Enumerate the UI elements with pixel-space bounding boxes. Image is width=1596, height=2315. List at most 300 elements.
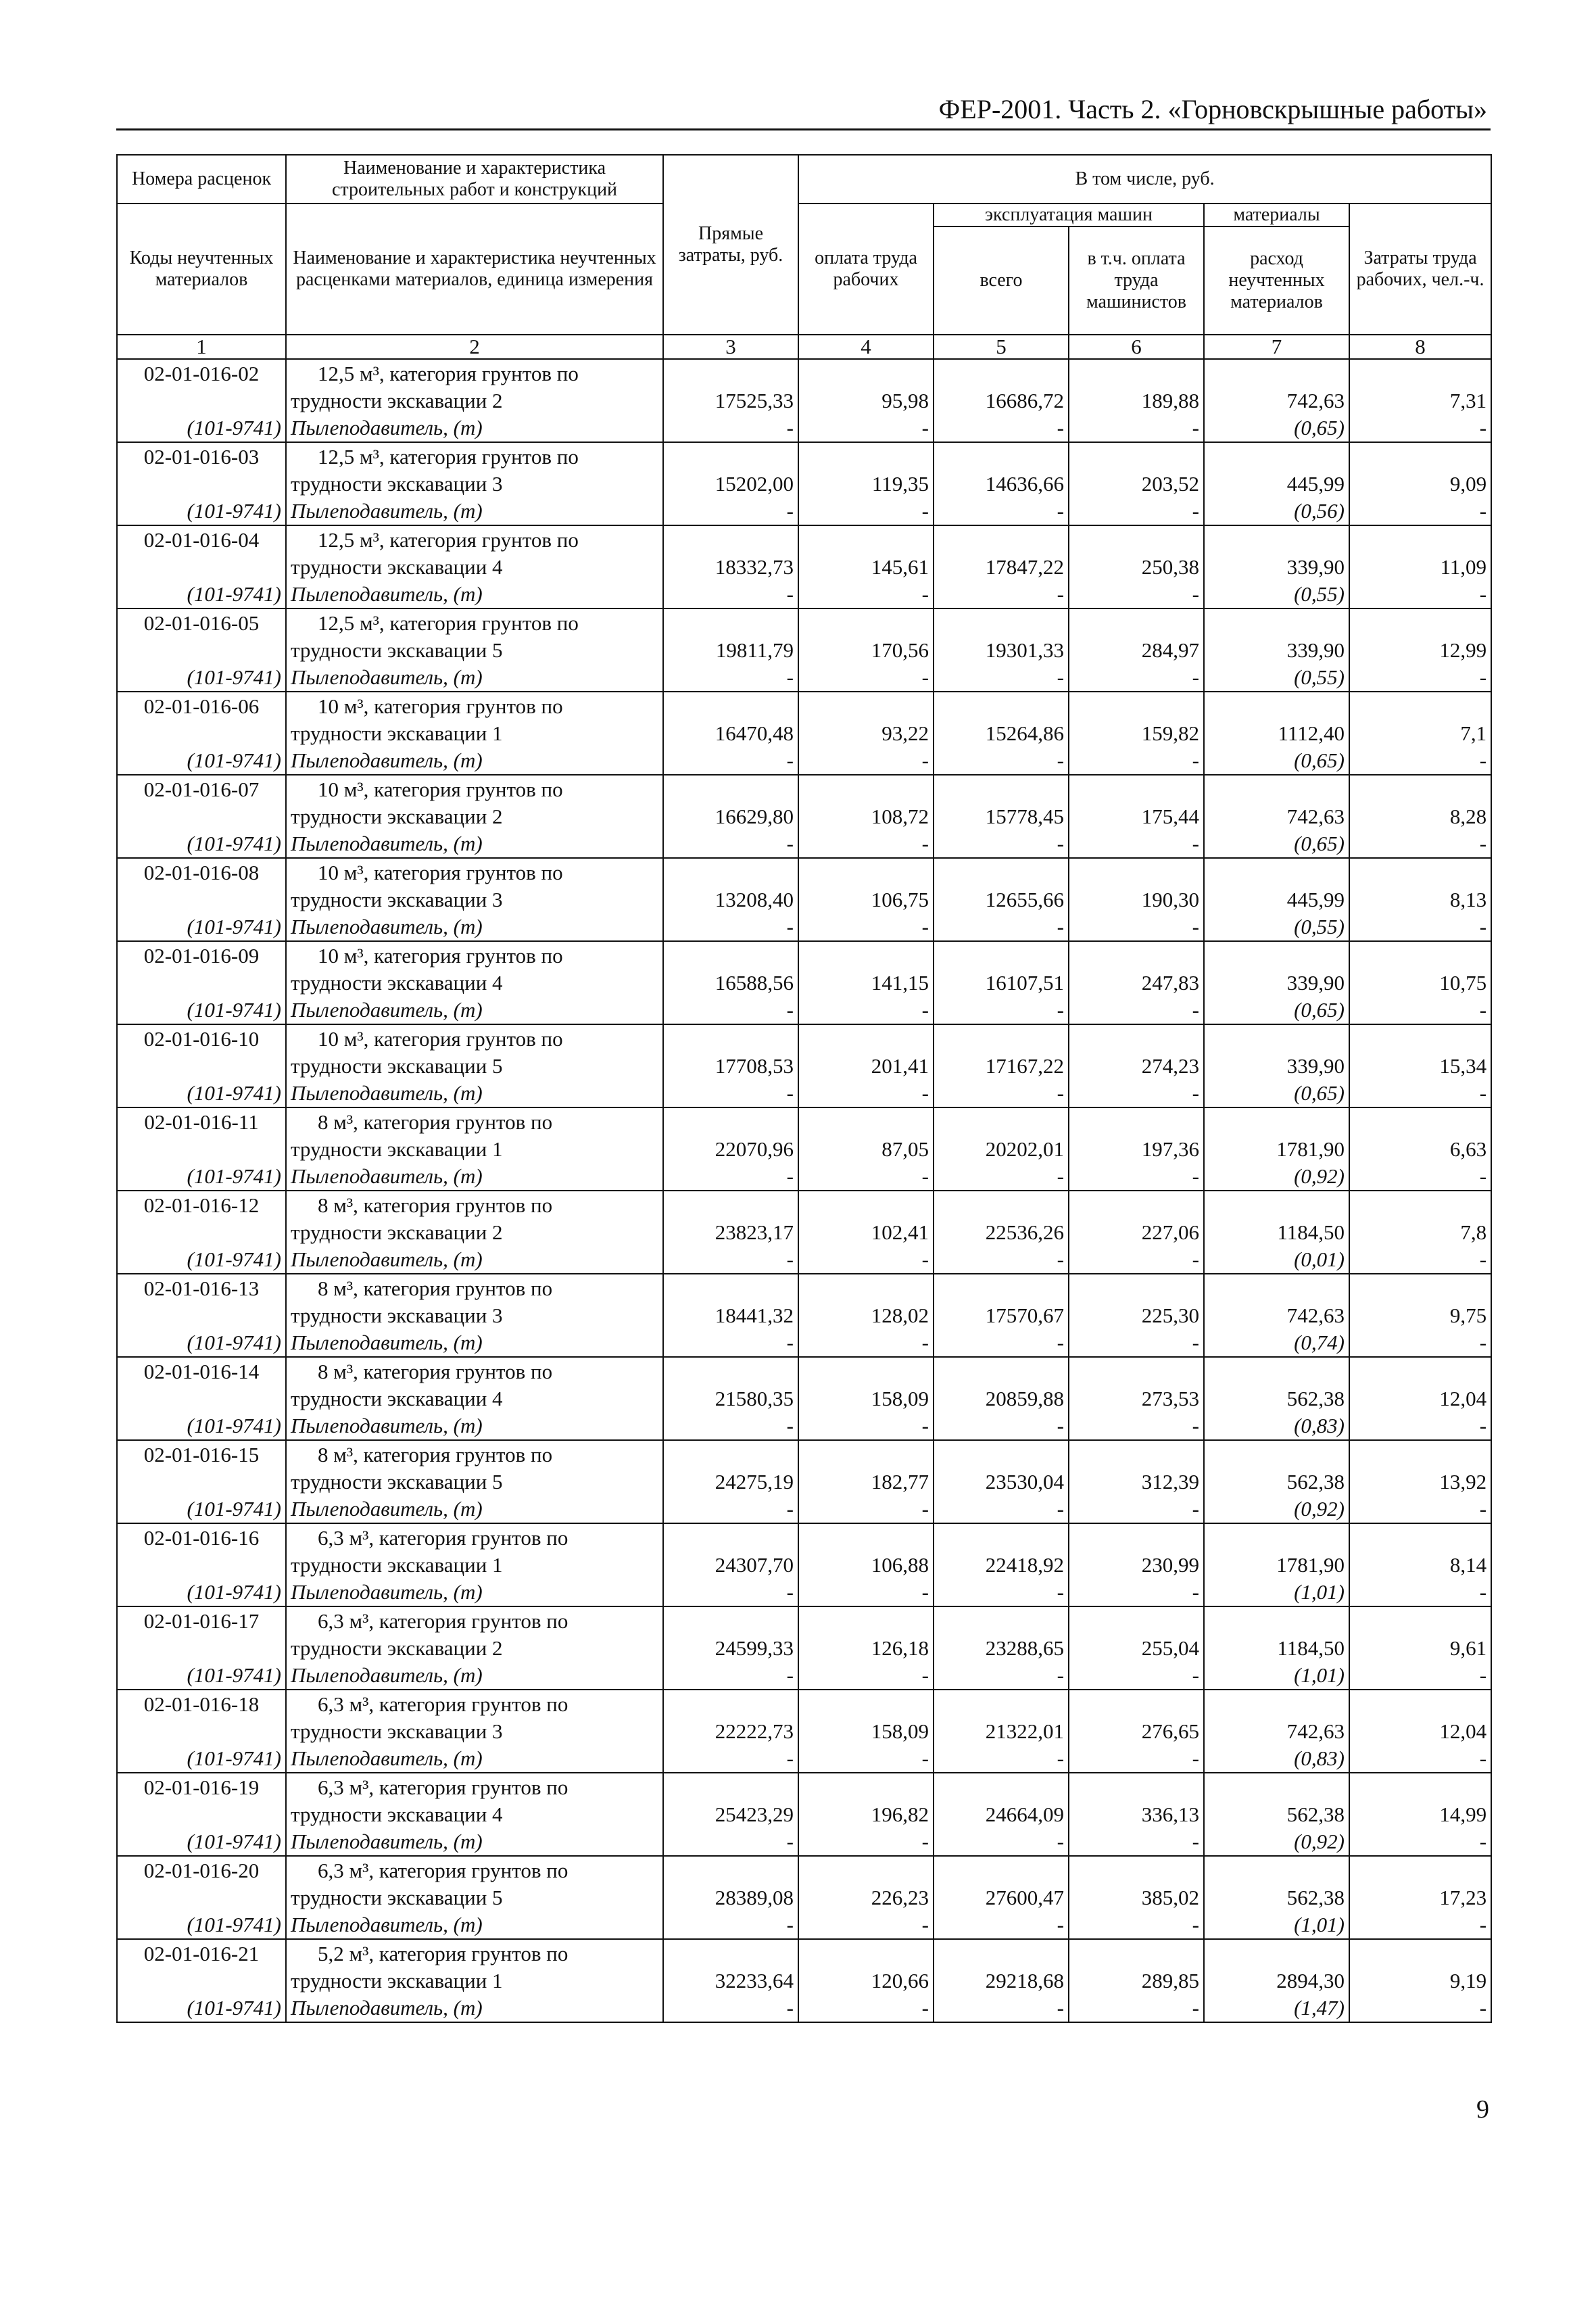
wage-cell bbox=[798, 1939, 934, 2022]
work-description-cont: трудности экскавации 5 bbox=[291, 1469, 503, 1494]
rate-code-cell bbox=[117, 525, 286, 608]
rate-code-cell bbox=[117, 1357, 286, 1440]
material-quantity: (0,55) bbox=[1294, 915, 1345, 938]
machines-total: 21322,01 bbox=[985, 1719, 1064, 1743]
labor-cost: 7,1 bbox=[1460, 721, 1487, 745]
direct-cost: 17708,53 bbox=[715, 1053, 794, 1078]
materials-cost: 2894,30 bbox=[1276, 1968, 1345, 1992]
wage-cell bbox=[798, 692, 934, 775]
direct-cost: 16588,56 bbox=[715, 970, 794, 995]
material-quantity: (0,83) bbox=[1294, 1414, 1345, 1437]
material-quantity: (0,65) bbox=[1294, 748, 1345, 772]
material-code: (101-9741) bbox=[187, 1080, 281, 1105]
description-cell bbox=[286, 692, 663, 775]
wage-cell bbox=[798, 1191, 934, 1274]
machinists-wage: 159,82 bbox=[1141, 721, 1199, 745]
direct-cost: 16629,80 bbox=[715, 804, 794, 828]
dash: - bbox=[921, 1164, 929, 1188]
rates-table bbox=[116, 154, 1492, 2023]
materials-cost: 339,90 bbox=[1286, 638, 1345, 662]
machines-total: 19301,33 bbox=[985, 638, 1064, 662]
table-row bbox=[117, 1690, 1491, 1773]
rate-code-cell bbox=[117, 1191, 286, 1274]
labor-cost: 10,75 bbox=[1439, 970, 1487, 995]
machines-cell bbox=[934, 1107, 1069, 1191]
dash: - bbox=[921, 832, 929, 855]
machines-cell bbox=[934, 941, 1069, 1024]
description-cell bbox=[286, 1274, 663, 1357]
material-quantity: (0,65) bbox=[1294, 416, 1345, 439]
materials-cell bbox=[1204, 1856, 1349, 1939]
wage-cell bbox=[798, 525, 934, 608]
dash: - bbox=[1057, 1746, 1064, 1770]
labor-cost: 9,75 bbox=[1449, 1303, 1487, 1327]
machinists-wage: 230,99 bbox=[1141, 1552, 1199, 1577]
labor-cost: 7,31 bbox=[1449, 388, 1487, 412]
dash: - bbox=[1057, 1663, 1064, 1687]
wage-cell bbox=[798, 359, 934, 442]
dash: - bbox=[1192, 1746, 1199, 1770]
rate-code: 02-01-016-16 bbox=[143, 1525, 260, 1550]
material-name: Пылеподавитель, (т) bbox=[291, 997, 483, 1022]
rate-code: 02-01-016-15 bbox=[143, 1442, 260, 1466]
direct-cost-cell bbox=[663, 858, 798, 941]
page-header-title: ФЕР-2001. Часть 2. «Горновскрышные работы» bbox=[938, 94, 1487, 124]
rate-code: 02-01-016-12 bbox=[143, 1193, 260, 1217]
machinists-cell bbox=[1069, 1191, 1204, 1274]
rate-code-cell bbox=[117, 359, 286, 442]
header-naim2: Наименование и характеристика неучтенных расценками материалов, единица измерения bbox=[286, 204, 663, 335]
materials-cell bbox=[1204, 1357, 1349, 1440]
rate-code-cell bbox=[117, 442, 286, 525]
material-code: (101-9741) bbox=[187, 1746, 281, 1770]
dash: - bbox=[1057, 1830, 1064, 1853]
work-description-cont: трудности экскавации 1 bbox=[291, 1968, 503, 1992]
machinists-cell bbox=[1069, 608, 1204, 692]
work-description-cont: трудности экскавации 5 bbox=[291, 1053, 503, 1078]
machinists-wage: 197,36 bbox=[1141, 1137, 1199, 1161]
dash: - bbox=[921, 1663, 929, 1687]
material-code: (101-9741) bbox=[187, 1579, 281, 1604]
machines-cell bbox=[934, 1024, 1069, 1107]
material-quantity: (0,65) bbox=[1294, 998, 1345, 1022]
wage: 141,15 bbox=[871, 970, 929, 995]
machinists-wage: 255,04 bbox=[1141, 1636, 1199, 1660]
rate-code-cell bbox=[117, 1690, 286, 1773]
description-cell bbox=[286, 525, 663, 608]
wage: 196,82 bbox=[871, 1802, 929, 1826]
material-code: (101-9741) bbox=[187, 498, 281, 523]
machinists-wage: 276,65 bbox=[1141, 1719, 1199, 1743]
machinists-cell bbox=[1069, 525, 1204, 608]
wage-cell bbox=[798, 1856, 934, 1939]
wage-cell bbox=[798, 1440, 934, 1523]
labor-cell bbox=[1349, 1523, 1491, 1606]
machinists-cell bbox=[1069, 1357, 1204, 1440]
rate-code: 02-01-016-20 bbox=[143, 1858, 260, 1882]
materials-cell bbox=[1204, 442, 1349, 525]
direct-cost: 15202,00 bbox=[715, 471, 794, 496]
material-quantity: (0,55) bbox=[1294, 665, 1345, 689]
dash: - bbox=[1479, 1830, 1487, 1853]
material-name: Пылеподавитель, (т) bbox=[291, 1164, 483, 1188]
rate-code-cell bbox=[117, 1107, 286, 1191]
material-name: Пылеподавитель, (т) bbox=[291, 1746, 483, 1770]
work-description: 10 м³, категория грунтов по bbox=[318, 777, 563, 801]
machinists-wage: 203,52 bbox=[1141, 471, 1199, 496]
labor-cost: 9,09 bbox=[1449, 471, 1487, 496]
table-body bbox=[117, 359, 1491, 2022]
materials-cost: 742,63 bbox=[1286, 1719, 1345, 1743]
labor-cell bbox=[1349, 1024, 1491, 1107]
dash: - bbox=[921, 1580, 929, 1604]
header-naim1: Наименование и характеристика строительных работ и конструкций bbox=[286, 155, 663, 204]
material-name: Пылеподавитель, (т) bbox=[291, 1995, 483, 2020]
material-name: Пылеподавитель, (т) bbox=[291, 1330, 483, 1354]
direct-cost-cell bbox=[663, 1939, 798, 2022]
dash: - bbox=[921, 1830, 929, 1853]
dash: - bbox=[1057, 416, 1064, 439]
machines-cell bbox=[934, 1274, 1069, 1357]
dash: - bbox=[786, 1247, 794, 1271]
machines-cell bbox=[934, 1191, 1069, 1274]
dash: - bbox=[786, 1580, 794, 1604]
rate-code: 02-01-016-08 bbox=[143, 860, 260, 884]
header-rashod: расход неучтенных материалов bbox=[1204, 226, 1349, 335]
wage: 226,23 bbox=[871, 1885, 929, 1909]
materials-cell bbox=[1204, 1191, 1349, 1274]
work-description-cont: трудности экскавации 1 bbox=[291, 721, 503, 745]
dash: - bbox=[786, 1164, 794, 1188]
machines-total: 17570,67 bbox=[985, 1303, 1064, 1327]
dash: - bbox=[921, 1081, 929, 1105]
machinists-wage: 189,88 bbox=[1141, 388, 1199, 412]
dash: - bbox=[1192, 416, 1199, 439]
table-row bbox=[117, 858, 1491, 941]
materials-cost: 339,90 bbox=[1286, 970, 1345, 995]
direct-cost-cell bbox=[663, 1523, 798, 1606]
material-code: (101-9741) bbox=[187, 997, 281, 1022]
machines-total: 16686,72 bbox=[985, 388, 1064, 412]
work-description-cont: трудности экскавации 2 bbox=[291, 1220, 503, 1244]
material-code: (101-9741) bbox=[187, 748, 281, 772]
direct-cost: 17525,33 bbox=[715, 388, 794, 412]
labor-cost: 11,09 bbox=[1440, 554, 1487, 579]
labor-cost: 12,99 bbox=[1439, 638, 1487, 662]
description-cell bbox=[286, 359, 663, 442]
direct-cost-cell bbox=[663, 442, 798, 525]
machines-total: 17847,22 bbox=[985, 554, 1064, 579]
work-description: 10 м³, категория грунтов по bbox=[318, 943, 563, 968]
table-row bbox=[117, 1440, 1491, 1523]
labor-cost: 8,14 bbox=[1449, 1552, 1487, 1577]
machines-total: 14636,66 bbox=[985, 471, 1064, 496]
dash: - bbox=[921, 1331, 929, 1354]
labor-cell bbox=[1349, 1606, 1491, 1690]
dash: - bbox=[1057, 1247, 1064, 1271]
machines-total: 27600,47 bbox=[985, 1885, 1064, 1909]
materials-cell bbox=[1204, 858, 1349, 941]
direct-cost-cell bbox=[663, 1440, 798, 1523]
direct-cost-cell bbox=[663, 359, 798, 442]
rate-code-cell bbox=[117, 1773, 286, 1856]
machinists-cell bbox=[1069, 1773, 1204, 1856]
table-row bbox=[117, 1357, 1491, 1440]
page-number: 9 bbox=[1476, 2095, 1489, 2124]
materials-cell bbox=[1204, 775, 1349, 858]
work-description-cont: трудности экскавации 2 bbox=[291, 804, 503, 828]
work-description-cont: трудности экскавации 4 bbox=[291, 1802, 503, 1826]
material-code: (101-9741) bbox=[187, 415, 281, 439]
labor-cost: 8,13 bbox=[1449, 887, 1487, 911]
material-quantity: (0,74) bbox=[1294, 1331, 1345, 1354]
material-quantity: (1,47) bbox=[1294, 1996, 1345, 2020]
material-code: (101-9741) bbox=[187, 914, 281, 938]
work-description: 8 м³, категория грунтов по bbox=[318, 1359, 553, 1383]
materials-cost: 445,99 bbox=[1286, 471, 1345, 496]
material-code: (101-9741) bbox=[187, 1663, 281, 1687]
machinists-cell bbox=[1069, 1690, 1204, 1773]
labor-cost: 7,8 bbox=[1460, 1220, 1487, 1244]
dash: - bbox=[1192, 1081, 1199, 1105]
rate-code: 02-01-016-05 bbox=[143, 611, 260, 635]
labor-cell bbox=[1349, 692, 1491, 775]
dash: - bbox=[1479, 1081, 1487, 1105]
wage: 87,05 bbox=[881, 1137, 929, 1161]
labor-cost: 14,99 bbox=[1439, 1802, 1487, 1826]
rate-code-cell bbox=[117, 775, 286, 858]
machinists-cell bbox=[1069, 1856, 1204, 1939]
labor-cell bbox=[1349, 1939, 1491, 2022]
dash: - bbox=[1057, 1414, 1064, 1437]
dash: - bbox=[1479, 1414, 1487, 1437]
direct-cost-cell bbox=[663, 525, 798, 608]
dash: - bbox=[1057, 1081, 1064, 1105]
description-cell bbox=[286, 1191, 663, 1274]
direct-cost: 18332,73 bbox=[715, 554, 794, 579]
wage: 93,22 bbox=[881, 721, 929, 745]
materials-cell bbox=[1204, 1440, 1349, 1523]
description-cell bbox=[286, 1690, 663, 1773]
machines-cell bbox=[934, 775, 1069, 858]
materials-cost: 742,63 bbox=[1286, 804, 1345, 828]
labor-cell bbox=[1349, 1274, 1491, 1357]
header-zatraty: Затраты труда рабочих, чел.-ч. bbox=[1349, 204, 1491, 335]
machines-cell bbox=[934, 442, 1069, 525]
work-description-cont: трудности экскавации 2 bbox=[291, 388, 503, 412]
material-quantity: (0,65) bbox=[1294, 1081, 1345, 1105]
dash: - bbox=[1192, 582, 1199, 606]
dash: - bbox=[1479, 416, 1487, 439]
materials-cell bbox=[1204, 608, 1349, 692]
wage: 102,41 bbox=[871, 1220, 929, 1244]
dash: - bbox=[1192, 832, 1199, 855]
rate-code: 02-01-016-03 bbox=[143, 444, 260, 469]
direct-cost: 16470,48 bbox=[715, 721, 794, 745]
rate-code: 02-01-016-19 bbox=[143, 1775, 260, 1799]
dash: - bbox=[1057, 499, 1064, 523]
labor-cell bbox=[1349, 1856, 1491, 1939]
dash: - bbox=[1057, 915, 1064, 938]
material-code: (101-9741) bbox=[187, 1413, 281, 1437]
materials-cost: 339,90 bbox=[1286, 554, 1345, 579]
dash: - bbox=[1057, 1996, 1064, 2020]
dash: - bbox=[1192, 748, 1199, 772]
dash: - bbox=[786, 748, 794, 772]
machinists-cell bbox=[1069, 775, 1204, 858]
header-oplata: оплата труда рабочих bbox=[798, 204, 934, 335]
dash: - bbox=[1479, 1331, 1487, 1354]
material-name: Пылеподавитель, (т) bbox=[291, 581, 483, 606]
description-cell bbox=[286, 775, 663, 858]
dash: - bbox=[1057, 582, 1064, 606]
machinists-cell bbox=[1069, 1274, 1204, 1357]
labor-cost: 9,19 bbox=[1449, 1968, 1487, 1992]
table-row bbox=[117, 692, 1491, 775]
description-cell bbox=[286, 1440, 663, 1523]
machinists-cell bbox=[1069, 692, 1204, 775]
table-row bbox=[117, 775, 1491, 858]
materials-cost: 1781,90 bbox=[1276, 1552, 1345, 1577]
materials-cost: 562,38 bbox=[1286, 1386, 1345, 1410]
machines-cell bbox=[934, 1773, 1069, 1856]
rate-code: 02-01-016-18 bbox=[143, 1692, 260, 1716]
labor-cell bbox=[1349, 775, 1491, 858]
labor-cost: 9,61 bbox=[1449, 1636, 1487, 1660]
rate-code: 02-01-016-09 bbox=[143, 943, 260, 968]
work-description: 6,3 м³, категория грунтов по bbox=[318, 1858, 569, 1882]
direct-cost-cell bbox=[663, 1191, 798, 1274]
dash: - bbox=[786, 582, 794, 606]
dash: - bbox=[921, 1247, 929, 1271]
material-code: (101-9741) bbox=[187, 1829, 281, 1853]
dash: - bbox=[1192, 1164, 1199, 1188]
dash: - bbox=[1192, 1497, 1199, 1521]
work-description-cont: трудности экскавации 2 bbox=[291, 1636, 503, 1660]
dash: - bbox=[921, 1746, 929, 1770]
rate-code-cell bbox=[117, 1856, 286, 1939]
dash: - bbox=[1057, 832, 1064, 855]
machines-cell bbox=[934, 1606, 1069, 1690]
machinists-cell bbox=[1069, 1523, 1204, 1606]
col-number: 2 bbox=[286, 335, 663, 359]
material-name: Пылеподавитель, (т) bbox=[291, 831, 483, 855]
wage: 119,35 bbox=[871, 471, 929, 496]
dash: - bbox=[1192, 1913, 1199, 1936]
description-cell bbox=[286, 1773, 663, 1856]
dash: - bbox=[1057, 1164, 1064, 1188]
dash: - bbox=[786, 416, 794, 439]
machines-cell bbox=[934, 1440, 1069, 1523]
table-row bbox=[117, 525, 1491, 608]
wage: 128,02 bbox=[871, 1303, 929, 1327]
header-nomera: Номера расценок bbox=[117, 155, 286, 204]
machines-total: 15264,86 bbox=[985, 721, 1064, 745]
material-quantity: (0,92) bbox=[1294, 1497, 1345, 1521]
dash: - bbox=[1057, 748, 1064, 772]
material-quantity: (0,55) bbox=[1294, 582, 1345, 606]
machinists-cell bbox=[1069, 1440, 1204, 1523]
material-name: Пылеподавитель, (т) bbox=[291, 415, 483, 439]
machinists-wage: 225,30 bbox=[1141, 1303, 1199, 1327]
material-name: Пылеподавитель, (т) bbox=[291, 748, 483, 772]
wage-cell bbox=[798, 858, 934, 941]
dash: - bbox=[786, 499, 794, 523]
wage-cell bbox=[798, 1523, 934, 1606]
materials-cell bbox=[1204, 1024, 1349, 1107]
direct-cost-cell bbox=[663, 1606, 798, 1690]
material-quantity: (1,01) bbox=[1294, 1913, 1345, 1936]
materials-cost: 742,63 bbox=[1286, 1303, 1345, 1327]
labor-cost: 13,92 bbox=[1439, 1469, 1487, 1494]
labor-cell bbox=[1349, 442, 1491, 525]
material-quantity: (0,92) bbox=[1294, 1164, 1345, 1188]
direct-cost-cell bbox=[663, 1690, 798, 1773]
machinists-cell bbox=[1069, 941, 1204, 1024]
header-kody: Коды неучтенных материалов bbox=[117, 204, 286, 335]
dash: - bbox=[786, 1913, 794, 1936]
wage: 201,41 bbox=[871, 1053, 929, 1078]
dash: - bbox=[1192, 665, 1199, 689]
machines-total: 23288,65 bbox=[985, 1636, 1064, 1660]
rate-code-cell bbox=[117, 941, 286, 1024]
material-name: Пылеподавитель, (т) bbox=[291, 665, 483, 689]
work-description-cont: трудности экскавации 3 bbox=[291, 887, 503, 911]
machines-cell bbox=[934, 525, 1069, 608]
wage: 106,75 bbox=[871, 887, 929, 911]
rate-code: 02-01-016-10 bbox=[143, 1026, 260, 1051]
wage-cell bbox=[798, 1773, 934, 1856]
direct-cost: 28389,08 bbox=[715, 1885, 794, 1909]
material-name: Пылеподавитель, (т) bbox=[291, 1579, 483, 1604]
dash: - bbox=[921, 1497, 929, 1521]
material-quantity: (0,83) bbox=[1294, 1746, 1345, 1770]
dash: - bbox=[1192, 499, 1199, 523]
labor-cell bbox=[1349, 858, 1491, 941]
machines-total: 24664,09 bbox=[985, 1802, 1064, 1826]
materials-cost: 1184,50 bbox=[1277, 1636, 1345, 1660]
materials-cost: 562,38 bbox=[1286, 1885, 1345, 1909]
machinists-wage: 227,06 bbox=[1141, 1220, 1199, 1244]
direct-cost: 24307,70 bbox=[715, 1552, 794, 1577]
rate-code: 02-01-016-07 bbox=[143, 777, 260, 801]
material-code: (101-9741) bbox=[187, 1247, 281, 1271]
dash: - bbox=[786, 1830, 794, 1853]
material-name: Пылеподавитель, (т) bbox=[291, 1080, 483, 1105]
material-code: (101-9741) bbox=[187, 1912, 281, 1936]
direct-cost-cell bbox=[663, 941, 798, 1024]
dash: - bbox=[1479, 915, 1487, 938]
dash: - bbox=[921, 665, 929, 689]
machinists-cell bbox=[1069, 1939, 1204, 2022]
machinists-wage: 273,53 bbox=[1141, 1386, 1199, 1410]
wage-cell bbox=[798, 1357, 934, 1440]
machinists-wage: 274,23 bbox=[1141, 1053, 1199, 1078]
material-quantity: (1,01) bbox=[1294, 1580, 1345, 1604]
description-cell bbox=[286, 442, 663, 525]
rate-code: 02-01-016-11 bbox=[144, 1109, 259, 1134]
labor-cell bbox=[1349, 1690, 1491, 1773]
material-name: Пылеподавитель, (т) bbox=[291, 1663, 483, 1687]
labor-cost: 15,34 bbox=[1439, 1053, 1487, 1078]
labor-cell bbox=[1349, 1107, 1491, 1191]
table-row bbox=[117, 1606, 1491, 1690]
dash: - bbox=[1057, 1580, 1064, 1604]
dash: - bbox=[1192, 1414, 1199, 1437]
material-code: (101-9741) bbox=[187, 581, 281, 606]
material-code: (101-9741) bbox=[187, 1496, 281, 1521]
rate-code-cell bbox=[117, 858, 286, 941]
